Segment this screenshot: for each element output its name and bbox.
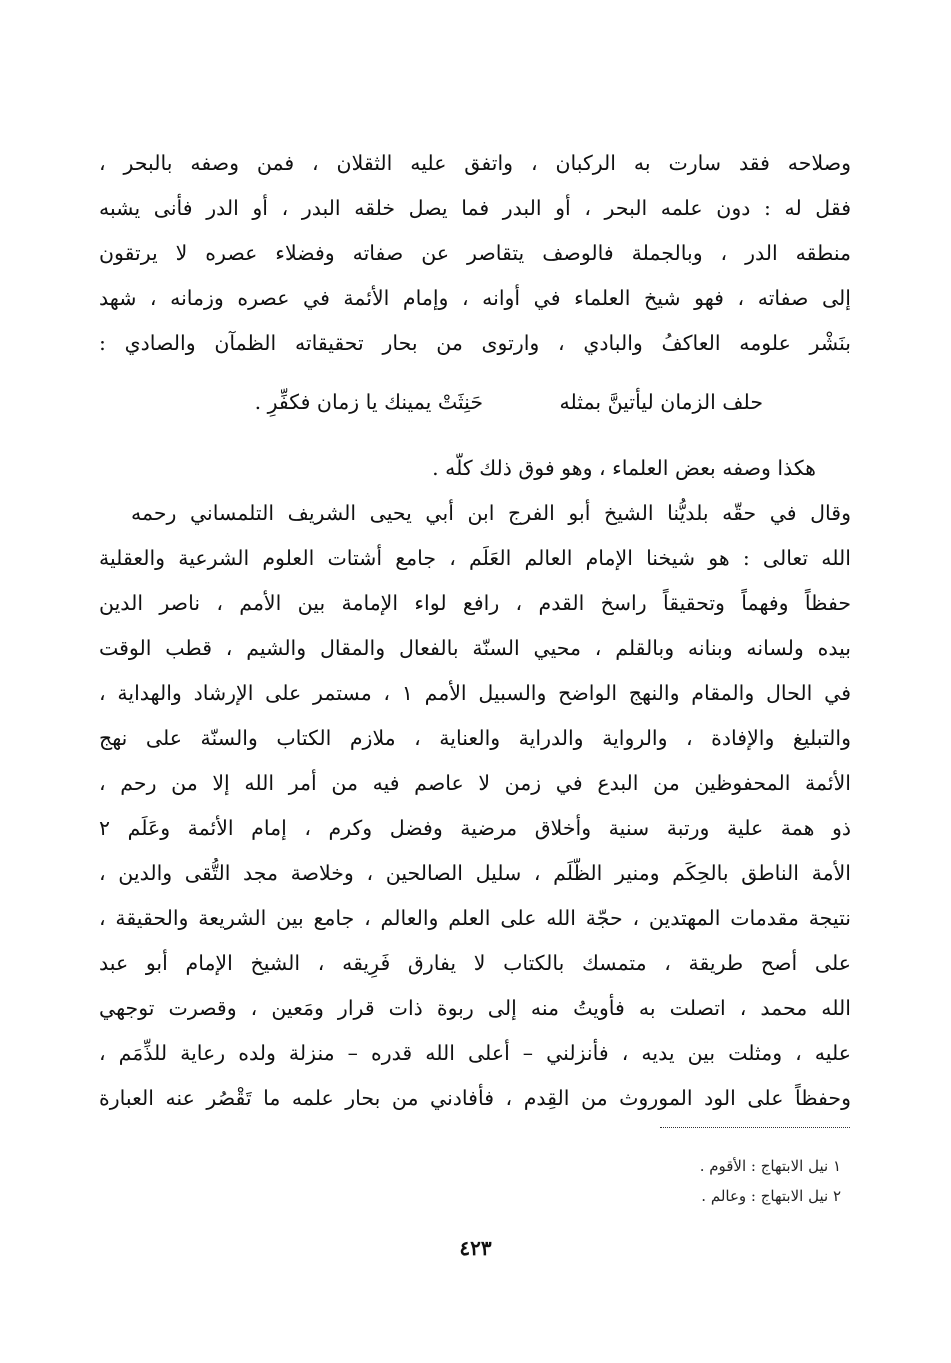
text-line: على أصح طريقة ، متمسك بالكتاب لا يفارق فَرِيقه ، الشيخ الإمام أبو عبد (99, 951, 851, 975)
verse-left-hemistich: حَنِثَتْ يمينك يا زمان فكفِّرِ . (254, 390, 483, 414)
text-line: ذو همة علية ورتبة سنية وأخلاق مرضية وفضل وكرم ، إمام الأئمة وعَلَم ٢ (99, 816, 851, 840)
footnote: ٢ نيل الابتهاج : وعالم . (701, 1187, 841, 1205)
verse-right-hemistich: حلف الزمان ليأتينَّ بمثله (559, 390, 763, 414)
text-line: بنَشْر علومه العاكفُ والبادي ، وارتوى من بحار تحقيقاته الظمآن والصادي : (99, 331, 851, 355)
text-line: بيده ولسانه وبنانه وبالقلم ، محيي السنّة بالفعال والمقال والشيم ، قطب الوقت (99, 636, 851, 660)
footnote-divider (660, 1127, 850, 1128)
text-line: فقل له : دون علمه البحر ، أو البدر فما يصل خلقه البدر ، أو الدر فأنى يشبه (99, 196, 851, 220)
text-line: حفظاً وفهماً وتحقيقاً راسخ القدم ، رافع لواء الإمامة بين الأمم ، ناصر الدين (99, 591, 851, 615)
page-number: ٤٢٣ (459, 1236, 492, 1260)
text-line: في الحال والمقام والنهج الواضح والسبيل الأمم ١ ، مستمر على الإرشاد والهداية ، (99, 681, 851, 705)
text-line: الله محمد ، اتصلت به فأويتُ منه إلى ربوة ذات قرار ومَعين ، وقصرت توجهي (99, 996, 851, 1020)
text-line: الله تعالى : هو شيخنا الإمام العالم العَلَم ، جامع أشتات العلوم الشرعية والعقلية (99, 546, 851, 570)
text-line: إلى صفاته ، فهو شيخ العلماء في أوانه ، وإمام الأئمة في عصره وزمانه ، شهد (99, 286, 851, 310)
text-line: هكذا وصفه بعض العلماء ، وهو فوق ذلك كلّه . (432, 456, 816, 480)
text-line: والتبليغ والإفادة ، والرواية والدراية والعناية ، ملازم الكتاب والسنّة على نهج (99, 726, 851, 750)
text-line: نتيجة مقدمات المهتدين ، حجّة الله على العلم والعالم ، جامع بين الشريعة والحقيقة ، (99, 906, 851, 930)
text-line: وقال في حقّه بلديُّنا الشيخ أبو الفرج ابن أبي يحيى الشريف التلمساني رحمه (131, 501, 851, 525)
footnote: ١ نيل الابتهاج : الأقوم . (699, 1157, 841, 1175)
text-line: وصلاحه فقد سارت به الركبان ، واتفق عليه الثقلان ، فمن وصفه بالبحر ، (99, 151, 851, 175)
text-line: الأئمة المحفوظين من البدع في زمن لا عاصم فيه من أمر الله إلا من رحم ، (99, 771, 851, 795)
text-line: الأمة الناطق بالحِكَم ومنير الظُّلَم ، سليل الصالحين ، وخلاصة مجد التُّقى والدين ، (99, 861, 851, 885)
text-line: وحفظاً على الود الموروث من القِدم ، فأفادني من بحار علمه ما تَقْصُر عنه العبارة (99, 1086, 851, 1110)
text-line: عليه ، ومثلت بين يديه ، فأنزلني – أعلى الله قدره – منزلة ولده رعاية للذِّمَم ، (99, 1041, 851, 1065)
text-line: منطقه الدر ، وبالجملة فالوصف يتقاصر عن صفاته وفضلاء عصره لا يرتقون (99, 241, 851, 265)
